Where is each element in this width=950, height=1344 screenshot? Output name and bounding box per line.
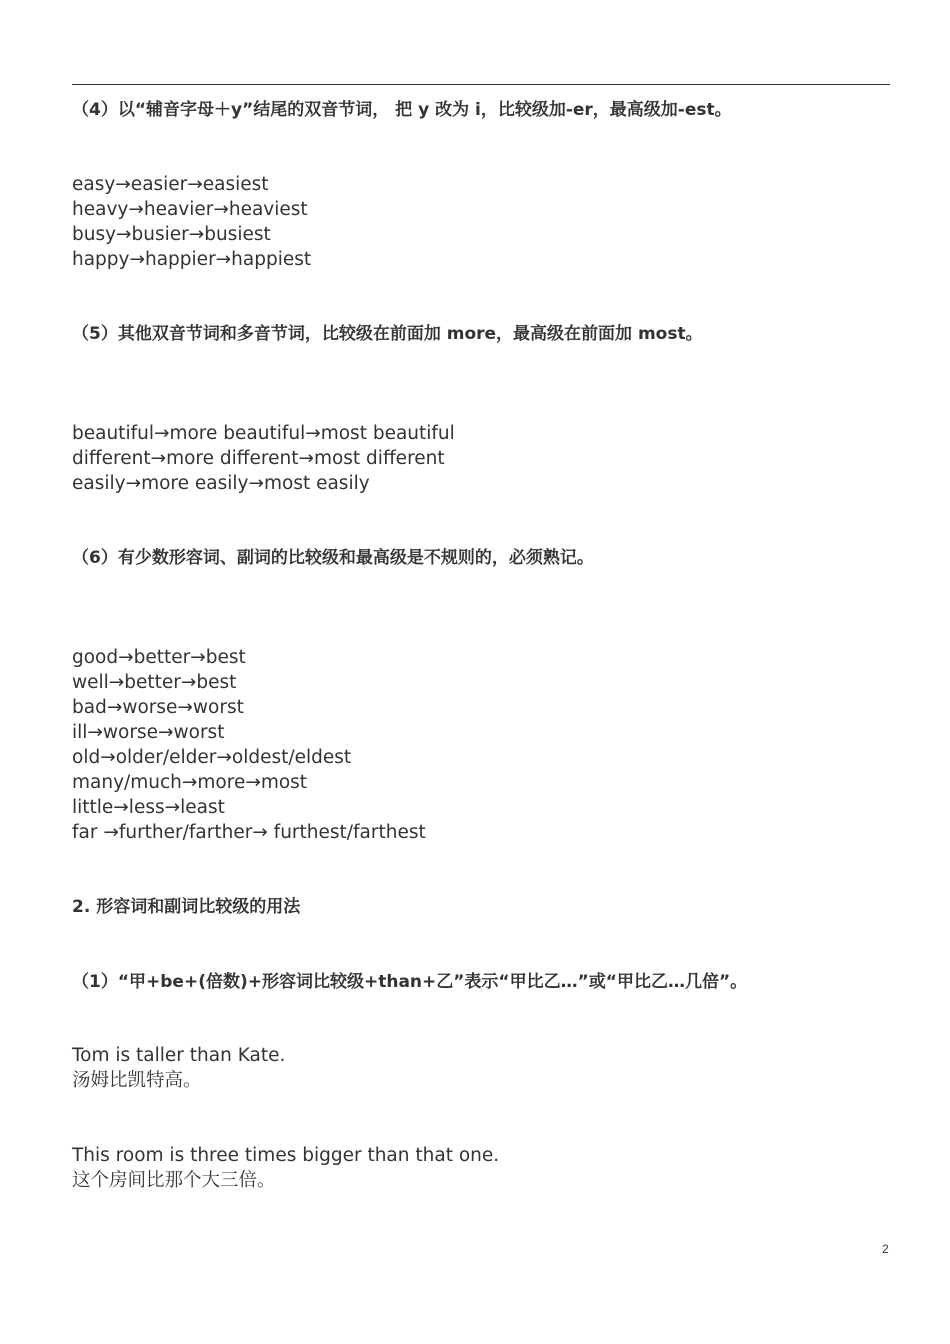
section-5-examples (72, 421, 455, 496)
section-4-heading: （4）以“辅音字母＋y”结尾的双音节词， 把 y 改为 i，比较级加-er，最高级加-est。 (72, 100, 732, 120)
section-6-examples (72, 645, 426, 845)
example-line: busy→busier→busiest (72, 224, 271, 245)
example-line: little→less→least (72, 797, 225, 818)
usage-1-heading: （1）“甲+be+(倍数)+形容词比较级+than+乙”表示“甲比乙…”或“甲比乙…几倍”。 (72, 972, 748, 992)
page-number: 2 (882, 1242, 889, 1256)
example-line: happy→happier→happiest (72, 249, 312, 270)
example-line: good→better→best (72, 647, 246, 668)
top-divider (72, 84, 890, 85)
example-line: different→more different→most different (72, 448, 445, 469)
usage-1-example-1 (72, 1043, 285, 1093)
example-english: Tom is taller than Kate. (72, 1045, 286, 1066)
example-chinese: 汤姆比凯特高。 (72, 1070, 202, 1091)
example-line: old→older/elder→oldest/eldest (72, 747, 352, 768)
example-chinese: 这个房间比那个大三倍。 (72, 1170, 276, 1191)
example-line: beautiful→more beautiful→most beautiful (72, 423, 455, 444)
example-line: well→better→best (72, 672, 237, 693)
section-4-examples (72, 172, 311, 272)
section-5-heading: （5）其他双音节词和多音节词，比较级在前面加 more，最高级在前面加 most。 (72, 324, 703, 344)
example-line: far →further/farther→ furthest/farthest (72, 822, 426, 843)
example-english: This room is three times bigger than that one. (72, 1145, 500, 1166)
part-2-heading: 2. 形容词和副词比较级的用法 (72, 897, 301, 917)
usage-1-example-2 (72, 1143, 499, 1193)
example-line: many/much→more→most (72, 772, 308, 793)
example-line: easily→more easily→most easily (72, 473, 370, 494)
example-line: heavy→heavier→heaviest (72, 199, 308, 220)
section-6-heading: （6）有少数形容词、副词的比较级和最高级是不规则的，必须熟记。 (72, 548, 594, 568)
example-line: ill→worse→worst (72, 722, 225, 743)
example-line: easy→easier→easiest (72, 174, 269, 195)
example-line: bad→worse→worst (72, 697, 244, 718)
